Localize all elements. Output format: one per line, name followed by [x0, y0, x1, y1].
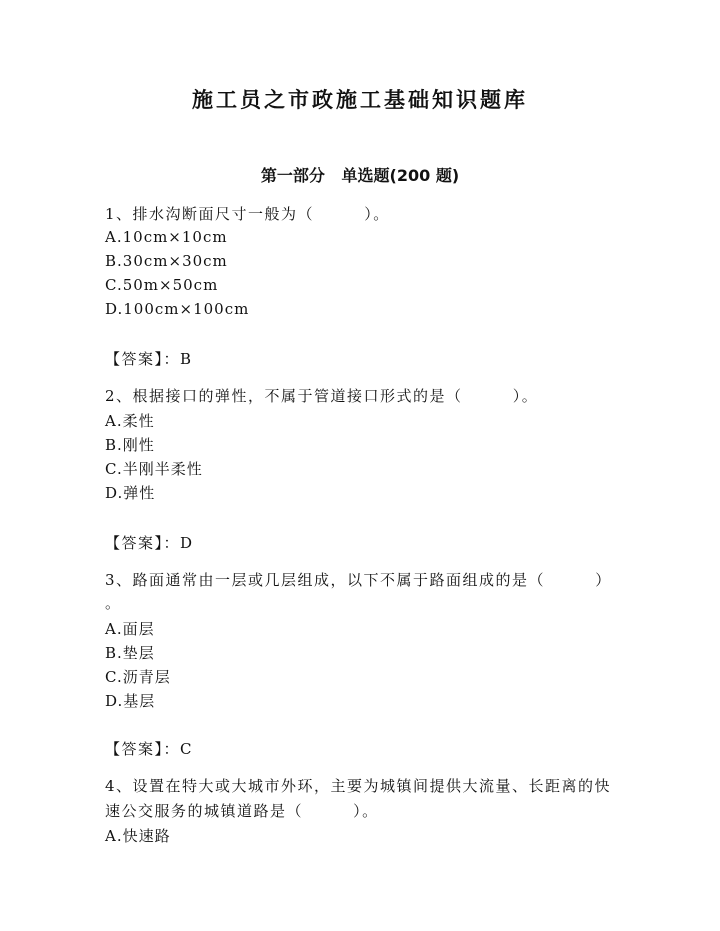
question-2-stem: 2、根据接口的弹性，不属于管道接口形式的是（ ）。 [105, 387, 539, 405]
question-3-stem-line-2: 。 [105, 594, 122, 612]
question-2-option-c: C.半刚半柔性 [105, 460, 203, 478]
question-3-option-a: A.面层 [105, 620, 155, 638]
question-4-option-a: A.快速路 [105, 827, 171, 845]
question-2-option-a: A.柔性 [105, 412, 155, 430]
question-3-answer: 【答案】：C [105, 740, 193, 758]
question-1-option-d: D.100cm×100cm [105, 300, 250, 318]
question-1-option-c: C.50m×50cm [105, 276, 219, 294]
question-2-option-d: D.弹性 [105, 484, 156, 502]
question-3-stem-line-1: 3、路面通常由一层或几层组成，以下不属于路面组成的是（ ） [105, 571, 612, 589]
section-heading: 第一部分 单选题(200 题) [260, 166, 460, 185]
question-3-option-b: B.垫层 [105, 644, 155, 662]
question-3-option-d: D.基层 [105, 692, 156, 710]
question-4-stem-line-1: 4、设置在特大或大城市外环，主要为城镇间提供大流量、长距离的快 [105, 777, 612, 795]
question-2-answer: 【答案】：D [105, 534, 194, 552]
question-1-stem: 1、排水沟断面尺寸一般为（ ）。 [105, 205, 390, 223]
question-2-option-b: B.刚性 [105, 436, 155, 454]
question-3-option-c: C.沥青层 [105, 668, 171, 686]
document-title: 施工员之市政施工基础知识题库 [192, 88, 528, 112]
question-1-answer: 【答案】：B [105, 350, 193, 368]
question-4-stem-line-2: 速公交服务的城镇道路是（ ）。 [105, 802, 379, 820]
question-1-option-a: A.10cm×10cm [105, 228, 228, 246]
question-1-option-b: B.30cm×30cm [105, 252, 228, 270]
